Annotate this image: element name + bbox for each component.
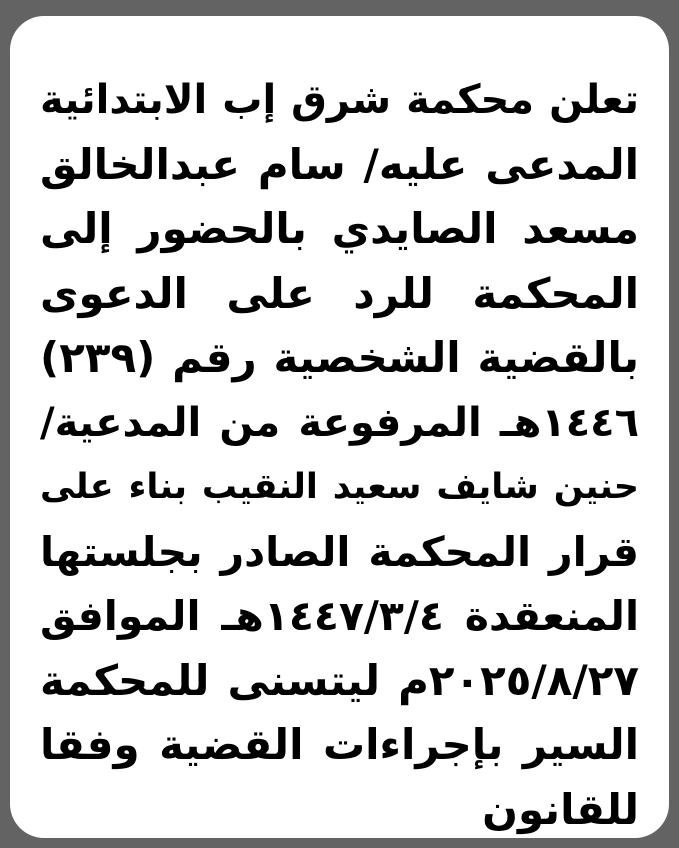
notice-line: بالقضية الشخصية رقم (٢٣٩) bbox=[40, 333, 639, 382]
notice-line: ٢٠٢٥/٨/٢٧م ليتسنى للمحكمة bbox=[40, 655, 639, 705]
notice-line: المنعقدة ١٤٤٧/٣/٤هـ الموافق bbox=[40, 592, 639, 640]
notice-line: قرار المحكمة الصادر بجلستها bbox=[40, 527, 639, 576]
notice-line: ١٤٤٦هـ المرفوعة من المدعية/ bbox=[40, 399, 639, 446]
notice-line: تعلن محكمة شرق إب الابتدائية bbox=[40, 77, 639, 123]
notice-line: للقانون bbox=[482, 784, 639, 834]
notice-card bbox=[10, 16, 669, 838]
notice-line: السير بإجراءات القضية وفقا bbox=[40, 720, 639, 769]
notice-line: حنين شايف سعيد النقيب بناء على bbox=[40, 467, 639, 507]
notice-line: المدعى عليه/ سام عبدالخالق bbox=[40, 139, 639, 189]
notice-line: المحكمة للرد على الدعوى bbox=[40, 268, 639, 318]
notice-text bbox=[40, 68, 639, 842]
notice-line: مسعد الصايدي بالحضور إلى bbox=[40, 204, 639, 253]
